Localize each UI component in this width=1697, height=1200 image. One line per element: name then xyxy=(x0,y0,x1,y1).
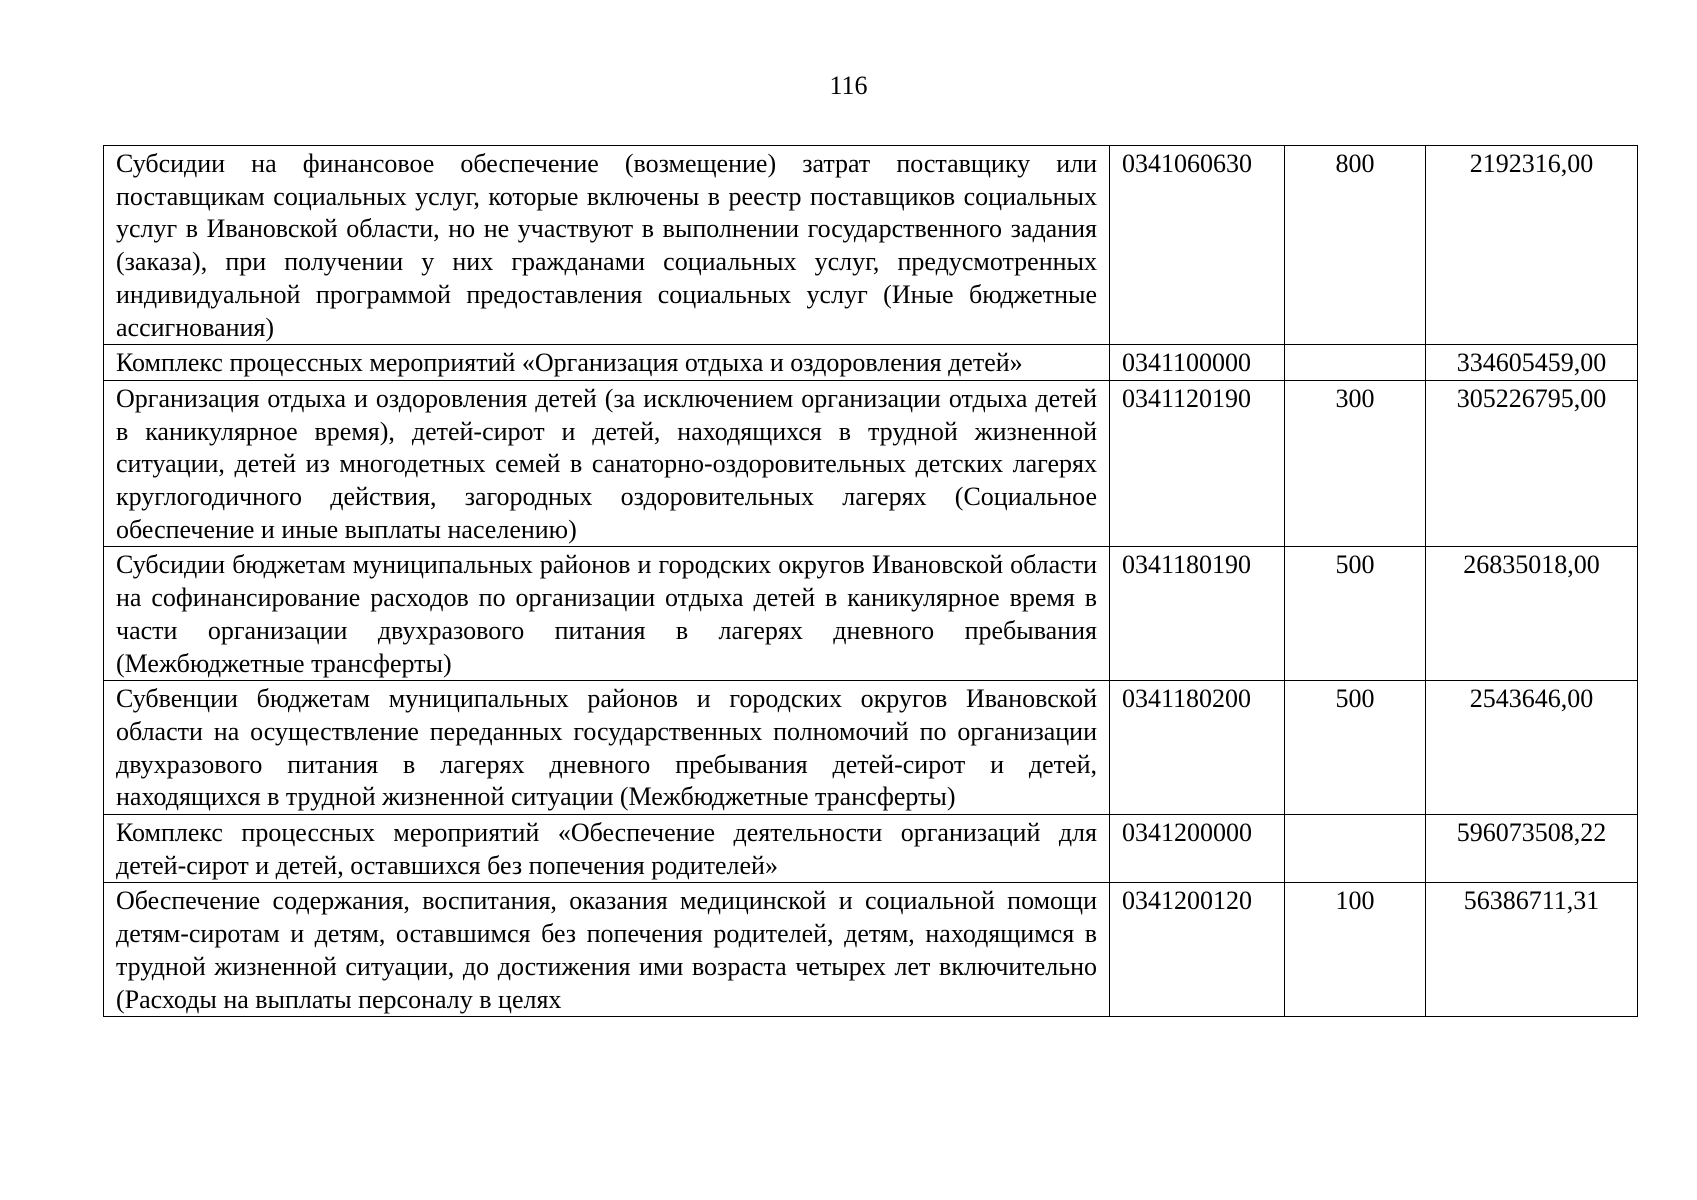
row-name-cell: Субвенции бюджетам муниципальных районов и городских округов Ивановской области на осуществление переданных государственных полномочий по организации двухразового питания в лагерях дневного пребывания детей-сирот и детей, находящихся в трудной жизненной ситуации (Межбюджетные трансферты) xyxy=(104,681,1110,815)
row-sum-cell: 305226795,00 xyxy=(1426,380,1638,547)
table-row xyxy=(104,380,1638,547)
row-name-cell: Организация отдыха и оздоровления детей (за исключением организации отдыха детей в каникулярное время), детей-сирот и детей, находящихся в трудной жизненной ситуации, детей из многодетных семей в санаторно-оздоровительных детских лагерях круглогодичного действия, загородных оздоровительных лагерях (Социальное обеспечение и иные выплаты населению) xyxy=(104,380,1110,547)
row-expense-type-cell: 500 xyxy=(1285,547,1426,681)
table-row xyxy=(104,815,1638,883)
table-row xyxy=(104,883,1638,1017)
table-row xyxy=(104,146,1638,345)
row-code-cell: 0341100000 xyxy=(1110,345,1285,381)
row-expense-type-cell: 500 xyxy=(1285,681,1426,815)
page-number: 116 xyxy=(829,71,868,100)
row-code-cell: 0341060630 xyxy=(1110,146,1285,345)
row-sum-cell: 334605459,00 xyxy=(1426,345,1638,381)
row-expense-type-cell: 300 xyxy=(1285,380,1426,547)
row-sum-cell: 56386711,31 xyxy=(1426,883,1638,1017)
budget-table xyxy=(103,145,1638,1017)
row-expense-type-cell xyxy=(1285,815,1426,883)
row-expense-type-cell xyxy=(1285,345,1426,381)
row-code-cell: 0341200000 xyxy=(1110,815,1285,883)
row-name-cell: Комплекс процессных мероприятий «Обеспечение деятельности организаций для детей-сирот и детей, оставшихся без попечения родителей» xyxy=(104,815,1110,883)
row-name-cell: Обеспечение содержания, воспитания, оказания медицинской и социальной помощи детям-сиротам и детям, оставшимся без попечения родителей, детям, находящимся в трудной жизненной ситуации, до достижения ими возраста четырех лет включительно (Расходы на выплаты персоналу в целях xyxy=(104,883,1110,1017)
row-code-cell: 0341180190 xyxy=(1110,547,1285,681)
table-row xyxy=(104,345,1638,381)
table-row xyxy=(104,681,1638,815)
row-code-cell: 0341120190 xyxy=(1110,380,1285,547)
row-expense-type-cell: 800 xyxy=(1285,146,1426,345)
row-name-cell: Субсидии на финансовое обеспечение (возмещение) затрат поставщику или поставщикам социальных услуг, которые включены в реестр поставщиков социальных услуг в Ивановской области, но не участвуют в выполнении государственного задания (заказа), при получении у них гражданами социальных услуг, предусмотренных индивидуальной программой предоставления социальных услуг (Иные бюджетные ассигнования) xyxy=(104,146,1110,345)
table-row xyxy=(104,547,1638,681)
row-sum-cell: 26835018,00 xyxy=(1426,547,1638,681)
row-sum-cell: 2192316,00 xyxy=(1426,146,1638,345)
row-code-cell: 0341200120 xyxy=(1110,883,1285,1017)
row-sum-cell: 596073508,22 xyxy=(1426,815,1638,883)
row-name-cell: Субсидии бюджетам муниципальных районов и городских округов Ивановской области на софинансирование расходов по организации отдыха детей в каникулярное время в части организации двухразового питания в лагерях дневного пребывания (Межбюджетные трансферты) xyxy=(104,547,1110,681)
row-code-cell: 0341180200 xyxy=(1110,681,1285,815)
row-name-cell: Комплекс процессных мероприятий «Организация отдыха и оздоровления детей» xyxy=(104,345,1110,381)
row-sum-cell: 2543646,00 xyxy=(1426,681,1638,815)
row-expense-type-cell: 100 xyxy=(1285,883,1426,1017)
